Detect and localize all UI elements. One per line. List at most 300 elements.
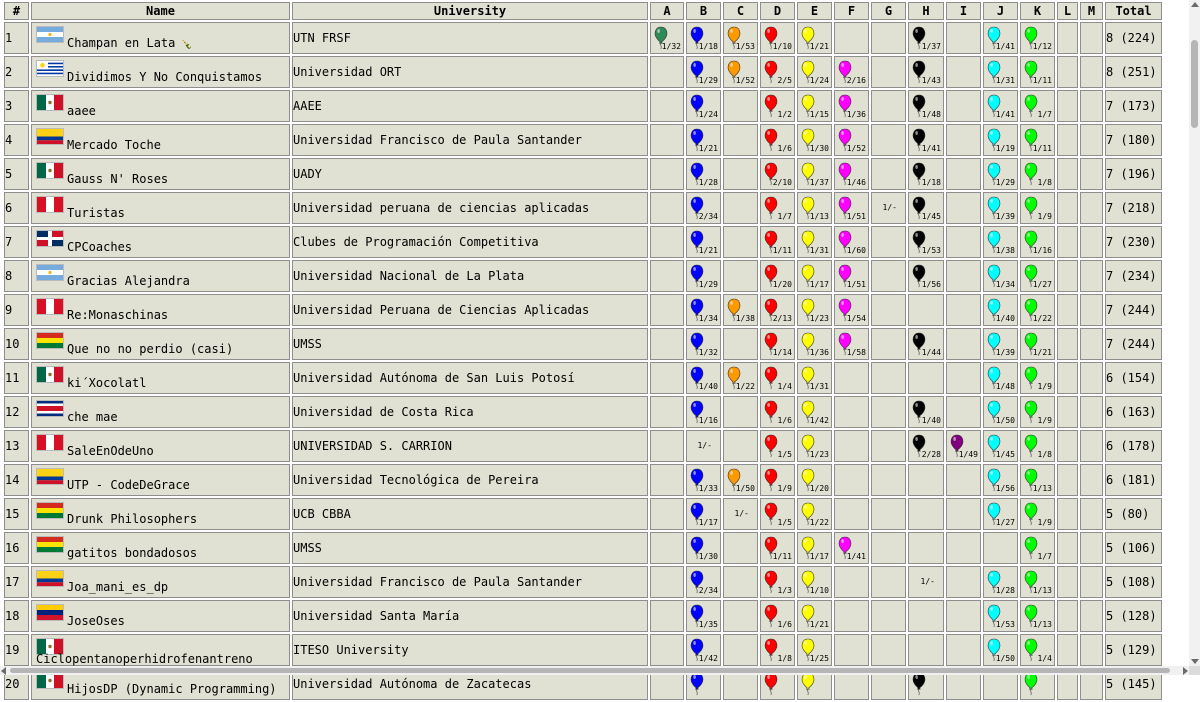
problem-cell-f: [834, 498, 869, 530]
flag-dominican-icon: [36, 230, 64, 247]
attempts-time: 1/21: [1032, 348, 1052, 357]
problem-cell-d: [760, 532, 795, 564]
attempts-time: 1/41: [921, 144, 941, 153]
problem-cell-l: [1057, 90, 1078, 122]
problem-cell-a: [650, 226, 684, 258]
flag-costarica-icon: [36, 400, 64, 417]
attempts-time: 1/22: [735, 382, 755, 391]
problem-cell-c: [723, 260, 758, 292]
attempts-time: 1/6: [777, 620, 792, 629]
problem-cell-b: [686, 396, 721, 428]
team-name: [67, 70, 262, 84]
problem-cell-c: [723, 634, 758, 666]
university-cell: UMSS: [292, 532, 648, 564]
problem-cell-f: [834, 226, 869, 258]
problem-cell-e: [797, 634, 832, 666]
problem-cell-f: [834, 294, 869, 326]
team-name-text: UTP - CodeDeGrace: [67, 478, 190, 492]
attempts-time: 1/45: [921, 212, 941, 221]
attempts-time: 1/22: [1032, 314, 1052, 323]
problem-cell-f: [834, 362, 869, 394]
total-cell: 5 (128): [1105, 600, 1162, 632]
problem-cell-m: [1080, 566, 1103, 598]
total-cell: 5 (145): [1105, 668, 1162, 700]
problem-cell-h: [908, 192, 944, 224]
team-row: [4, 362, 1162, 394]
team-name: [67, 580, 168, 594]
column-header-i: I: [946, 2, 981, 20]
total-cell: 5 (80): [1105, 498, 1162, 530]
problem-cell-k: [1020, 566, 1055, 598]
team-name-text: Mercado Toche: [67, 138, 161, 152]
problem-cell-j: [983, 260, 1018, 292]
problem-cell-l: [1057, 328, 1078, 360]
problem-cell-k: [1020, 158, 1055, 190]
attempts-time: 1/13: [1032, 484, 1052, 493]
problem-cell-b: [686, 22, 721, 54]
team-name: [67, 614, 125, 628]
team-name-cell: [31, 362, 290, 394]
problem-cell-b: [686, 634, 721, 666]
problem-cell-l: [1057, 158, 1078, 190]
team-name: [67, 512, 197, 526]
problem-cell-a: [650, 90, 684, 122]
attempts-time: 2/34: [698, 212, 718, 221]
problem-cell-d: [760, 124, 795, 156]
problem-cell-d: [760, 260, 795, 292]
problem-cell-f: [834, 192, 869, 224]
team-name: [67, 138, 161, 152]
team-name-cell: [31, 396, 290, 428]
problem-cell-m: [1080, 634, 1103, 666]
attempts-time: 1/39: [995, 348, 1015, 357]
attempts-time: 1/9: [1037, 212, 1052, 221]
attempts-time: 1/11: [772, 246, 792, 255]
flag-colombia-icon: [36, 128, 64, 145]
problem-cell-i: [946, 158, 981, 190]
problem-cell-c: [723, 498, 758, 530]
problem-cell-e: [797, 22, 832, 54]
problem-cell-m: [1080, 362, 1103, 394]
team-name-cell: [31, 634, 290, 666]
team-name-text: Champan en Lata: [67, 36, 176, 50]
flag-bolivia-icon: [36, 502, 64, 519]
team-row: [4, 532, 1162, 564]
problem-cell-j: [983, 532, 1018, 564]
rank-cell: 4: [4, 124, 29, 156]
attempts-time: 1/18: [698, 42, 718, 51]
team-name-cell: [31, 192, 290, 224]
attempts-time: 1/52: [735, 76, 755, 85]
scroll-left-arrow-icon[interactable]: [1, 667, 6, 675]
flag-peru-icon: [36, 434, 64, 451]
problem-cell-l: [1057, 56, 1078, 88]
attempts-time: 1/16: [698, 416, 718, 425]
problem-cell-j: [983, 294, 1018, 326]
university-cell: Universidad Peruana de Ciencias Aplicadas: [292, 294, 648, 326]
problem-cell-d: [760, 430, 795, 462]
problem-cell-j: [983, 362, 1018, 394]
attempts-time: 1/9: [1037, 518, 1052, 527]
attempts-time: 1/56: [995, 484, 1015, 493]
attempts-time: 1/49: [958, 450, 978, 459]
problem-cell-l: [1057, 226, 1078, 258]
team-row: [4, 22, 1162, 54]
university-cell: Universidad Santa María: [292, 600, 648, 632]
team-row: [4, 192, 1162, 224]
attempts-time: 1/11: [1032, 144, 1052, 153]
problem-cell-k: [1020, 328, 1055, 360]
problem-cell-l: [1057, 532, 1078, 564]
attempts-time: 1/39: [995, 212, 1015, 221]
problem-cell-c: [723, 192, 758, 224]
attempts-time: 1/30: [809, 144, 829, 153]
problem-cell-f: [834, 22, 869, 54]
attempts-time: 1/9: [1037, 416, 1052, 425]
attempts-time: 1/12: [1032, 42, 1052, 51]
university-cell: UADY: [292, 158, 648, 190]
problem-cell-e: [797, 566, 832, 598]
university-cell: Universidad Francisco de Paula Santander: [292, 124, 648, 156]
rank-cell: 10: [4, 328, 29, 360]
problem-cell-h: [908, 464, 944, 496]
problem-cell-e: [797, 294, 832, 326]
team-name: [67, 36, 193, 50]
attempts-time: 1/15: [809, 110, 829, 119]
rank-cell: 3: [4, 90, 29, 122]
team-name-cell: [31, 498, 290, 530]
rank-cell: 14: [4, 464, 29, 496]
column-header-j: J: [983, 2, 1018, 20]
column-header-name: Name: [31, 2, 290, 20]
team-name-cell: [31, 600, 290, 632]
total-cell: 7 (218): [1105, 192, 1162, 224]
problem-cell-j: [983, 600, 1018, 632]
team-name-cell: [31, 464, 290, 496]
pending-attempts: 1/-: [920, 577, 935, 586]
problem-cell-m: [1080, 430, 1103, 462]
attempts-time: 1/28: [995, 586, 1015, 595]
attempts-time: 1/45: [995, 450, 1015, 459]
flag-colombia-icon: [36, 570, 64, 587]
attempts-time: 1/37: [921, 42, 941, 51]
attempts-time: 2/10: [772, 178, 792, 187]
attempts-time: 1/40: [698, 382, 718, 391]
team-name: [67, 410, 118, 424]
flag-bolivia-icon: [36, 332, 64, 349]
attempts-time: 1/53: [921, 246, 941, 255]
column-header-m: M: [1080, 2, 1103, 20]
attempts-time: 1/5: [777, 518, 792, 527]
problem-cell-c: [723, 396, 758, 428]
problem-cell-g: [871, 90, 906, 122]
problem-cell-k: [1020, 532, 1055, 564]
problem-cell-c: [723, 56, 758, 88]
attempts-time: 1/38: [995, 246, 1015, 255]
problem-cell-d: [760, 22, 795, 54]
problem-cell-a: [650, 260, 684, 292]
problem-cell-e: [797, 396, 832, 428]
problem-cell-k: [1020, 498, 1055, 530]
problem-cell-g: [871, 600, 906, 632]
attempts-time: 1/10: [809, 586, 829, 595]
attempts-time: 1/6: [777, 144, 792, 153]
attempts-time: 1/58: [846, 348, 866, 357]
problem-cell-e: [797, 158, 832, 190]
team-row: [4, 600, 1162, 632]
problem-cell-k: [1020, 56, 1055, 88]
attempts-time: 1/30: [698, 552, 718, 561]
flag-argentina-icon: [36, 264, 64, 281]
attempts-time: 1/48: [921, 110, 941, 119]
problem-cell-d: [760, 566, 795, 598]
attempts-time: 1/4: [777, 382, 792, 391]
column-header-rank: #: [4, 2, 29, 20]
flag-colombia-icon: [36, 468, 64, 485]
flag-bolivia-icon: [36, 536, 64, 553]
attempts-time: 1/42: [698, 654, 718, 663]
problem-cell-h: [908, 634, 944, 666]
problem-cell-a: [650, 464, 684, 496]
attempts-time: 1/32: [698, 348, 718, 357]
problem-cell-l: [1057, 634, 1078, 666]
problem-cell-h: [908, 124, 944, 156]
rank-cell: 12: [4, 396, 29, 428]
problem-cell-i: [946, 260, 981, 292]
problem-cell-h: [908, 22, 944, 54]
rank-cell: 9: [4, 294, 29, 326]
total-cell: 8 (251): [1105, 56, 1162, 88]
problem-cell-j: [983, 56, 1018, 88]
problem-cell-i: [946, 430, 981, 462]
team-name-cell: [31, 226, 290, 258]
team-name: [67, 206, 125, 220]
problem-cell-g: [871, 396, 906, 428]
pending-attempts: 1/-: [697, 441, 712, 450]
team-name: [67, 274, 190, 288]
attempts-time: 1/20: [772, 280, 792, 289]
attempts-time: 1/13: [1032, 586, 1052, 595]
team-row: [4, 226, 1162, 258]
problem-cell-f: [834, 396, 869, 428]
total-cell: 7 (234): [1105, 260, 1162, 292]
team-name-cell: [31, 158, 290, 190]
problem-cell-m: [1080, 396, 1103, 428]
problem-cell-g: [871, 192, 906, 224]
problem-cell-b: [686, 90, 721, 122]
problem-cell-g: [871, 124, 906, 156]
column-header-b: B: [686, 2, 721, 20]
problem-cell-e: [797, 498, 832, 530]
team-name: [67, 104, 96, 118]
problem-cell-c: [723, 158, 758, 190]
problem-cell-a: [650, 396, 684, 428]
horizontal-scroll-thumb[interactable]: [10, 668, 1170, 673]
attempts-time: 1/7: [1037, 110, 1052, 119]
horizontal-scrollbar[interactable]: [0, 666, 1189, 675]
rank-cell: 16: [4, 532, 29, 564]
attempts-time: 1/50: [995, 416, 1015, 425]
attempts-time: 1/38: [735, 314, 755, 323]
problem-cell-e: [797, 260, 832, 292]
team-name-text: CPCoaches: [67, 240, 133, 254]
problem-cell-k: [1020, 396, 1055, 428]
team-name-text: Joa_mani_es_dp: [67, 580, 169, 594]
attempts-time: 1/33: [698, 484, 718, 493]
problem-cell-e: [797, 328, 832, 360]
problem-cell-l: [1057, 566, 1078, 598]
attempts-time: 1/60: [846, 246, 866, 255]
problem-cell-f: [834, 90, 869, 122]
problem-cell-c: [723, 430, 758, 462]
attempts-time: 1/23: [809, 450, 829, 459]
attempts-time: 1/40: [995, 314, 1015, 323]
problem-cell-g: [871, 464, 906, 496]
problem-cell-b: [686, 56, 721, 88]
problem-cell-h: [908, 566, 944, 598]
problem-cell-f: [834, 600, 869, 632]
total-cell: 5 (108): [1105, 566, 1162, 598]
scroll-right-arrow-icon[interactable]: [1183, 667, 1188, 675]
problem-cell-c: [723, 124, 758, 156]
problem-cell-i: [946, 328, 981, 360]
attempts-time: 1/27: [1032, 280, 1052, 289]
problem-cell-j: [983, 396, 1018, 428]
problem-cell-c: [723, 464, 758, 496]
problem-cell-m: [1080, 328, 1103, 360]
university-cell: Universidad Autónoma de Zacatecas: [292, 668, 648, 700]
team-row: [4, 328, 1162, 360]
attempts-time: 1/29: [698, 76, 718, 85]
team-name-cell: [31, 124, 290, 156]
team-name-text: HijosDP (Dynamic Programming): [67, 682, 277, 696]
vertical-scrollbar[interactable]: [1189, 0, 1200, 666]
attempts-time: 1/41: [846, 552, 866, 561]
attempts-time: 1/29: [698, 280, 718, 289]
attempts-time: 1/13: [809, 212, 829, 221]
problem-cell-i: [946, 396, 981, 428]
problem-cell-l: [1057, 396, 1078, 428]
problem-cell-j: [983, 124, 1018, 156]
team-row: [4, 634, 1162, 666]
problem-cell-b: [686, 532, 721, 564]
problem-cell-k: [1020, 226, 1055, 258]
university-cell: UNIVERSIDAD S. CARRION: [292, 430, 648, 462]
team-name-text: aaee: [67, 104, 96, 118]
problem-cell-l: [1057, 22, 1078, 54]
problem-cell-c: [723, 328, 758, 360]
flag-venezuela-icon: [36, 604, 64, 621]
total-cell: 5 (106): [1105, 532, 1162, 564]
attempts-time: 1/31: [809, 382, 829, 391]
attempts-time: 2/16: [846, 76, 866, 85]
team-name: [67, 240, 132, 254]
column-header-a: A: [650, 2, 684, 20]
problem-cell-a: [650, 192, 684, 224]
team-row: [4, 396, 1162, 428]
problem-cell-g: [871, 260, 906, 292]
problem-cell-g: [871, 634, 906, 666]
problem-cell-m: [1080, 600, 1103, 632]
problem-cell-c: [723, 566, 758, 598]
team-name: [67, 376, 146, 390]
vertical-scroll-thumb[interactable]: [1191, 40, 1198, 128]
problem-cell-a: [650, 294, 684, 326]
problem-cell-k: [1020, 22, 1055, 54]
team-name-cell: [31, 532, 290, 564]
attempts-time: 2/34: [698, 586, 718, 595]
problem-cell-a: [650, 158, 684, 190]
problem-cell-l: [1057, 464, 1078, 496]
attempts-time: 1/54: [846, 314, 866, 323]
attempts-time: 1/53: [735, 42, 755, 51]
problem-cell-b: [686, 260, 721, 292]
problem-cell-h: [908, 396, 944, 428]
total-cell: 7 (244): [1105, 294, 1162, 326]
attempts-time: 1/17: [809, 552, 829, 561]
problem-cell-k: [1020, 260, 1055, 292]
problem-cell-c: [723, 226, 758, 258]
problem-cell-e: [797, 90, 832, 122]
problem-cell-l: [1057, 260, 1078, 292]
problem-cell-h: [908, 600, 944, 632]
attempts-time: 1/36: [809, 348, 829, 357]
flag-mexico-icon: [36, 366, 64, 383]
problem-cell-b: [686, 124, 721, 156]
problem-cell-f: [834, 328, 869, 360]
team-row: [4, 124, 1162, 156]
flag-peru-icon: [36, 196, 64, 213]
team-name-text: Ciclopentanoperhidrofenantreno: [36, 652, 253, 666]
university-cell: Universidad Autónoma de San Luis Potosí: [292, 362, 648, 394]
total-cell: 6 (163): [1105, 396, 1162, 428]
problem-cell-a: [650, 634, 684, 666]
column-header-d: D: [760, 2, 795, 20]
team-name-text: Turistas: [67, 206, 125, 220]
problem-cell-d: [760, 56, 795, 88]
column-header-total: Total: [1105, 2, 1162, 20]
scroll-up-arrow-icon[interactable]: [1191, 2, 1199, 7]
problem-cell-j: [983, 226, 1018, 258]
total-cell: 7 (244): [1105, 328, 1162, 360]
scrollbar-corner: [1189, 666, 1200, 675]
problem-cell-i: [946, 600, 981, 632]
rank-cell: 15: [4, 498, 29, 530]
problem-cell-e: [797, 362, 832, 394]
team-name-cell: [31, 22, 290, 54]
attempts-time: 1/37: [809, 178, 829, 187]
problem-cell-b: [686, 430, 721, 462]
champagne-emoji: 🍾: [181, 40, 193, 50]
problem-cell-e: [797, 600, 832, 632]
problem-cell-h: [908, 328, 944, 360]
team-name-cell: [31, 260, 290, 292]
column-header-k: K: [1020, 2, 1055, 20]
team-name-text: SaleEnOdeUno: [67, 444, 154, 458]
problem-cell-h: [908, 56, 944, 88]
attempts-time: 1/28: [698, 178, 718, 187]
problem-cell-d: [760, 600, 795, 632]
attempts-time: 1/17: [809, 280, 829, 289]
attempts-time: 1/41: [995, 42, 1015, 51]
university-cell: Universidad de Costa Rica: [292, 396, 648, 428]
team-name-text: gatitos bondadosos: [67, 546, 198, 560]
scroll-down-arrow-icon[interactable]: [1191, 659, 1199, 664]
problem-cell-k: [1020, 294, 1055, 326]
attempts-time: 1/43: [921, 76, 941, 85]
problem-cell-l: [1057, 362, 1078, 394]
problem-cell-i: [946, 498, 981, 530]
